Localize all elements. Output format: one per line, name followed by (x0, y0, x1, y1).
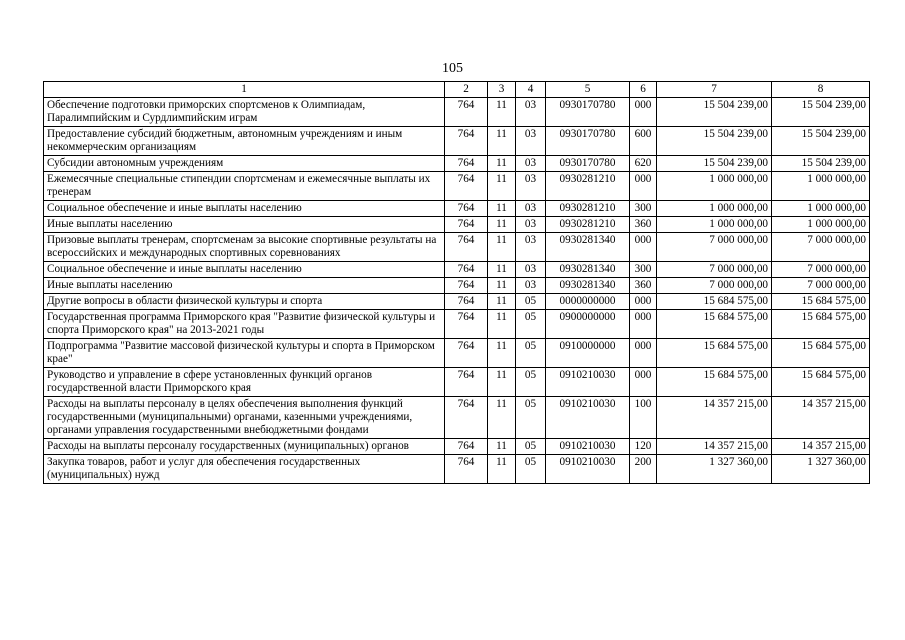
column-header: 4 (516, 82, 546, 98)
table-row (44, 156, 870, 172)
column-header: 2 (445, 82, 488, 98)
row-name-cell: Социальное обеспечение и иные выплаты населению (44, 201, 445, 217)
target-article-cell: 0930281340 (546, 233, 630, 262)
column-header: 1 (44, 82, 445, 98)
target-article-cell: 0930170780 (546, 156, 630, 172)
target-article-cell: 0930281210 (546, 172, 630, 201)
expense-type-cell: 120 (630, 439, 657, 455)
expense-type-cell: 600 (630, 127, 657, 156)
table-row (44, 201, 870, 217)
target-article-cell: 0930170780 (546, 127, 630, 156)
amount-cell: 7 000 000,00 (772, 278, 870, 294)
table-row (44, 294, 870, 310)
row-name-cell: Предоставление субсидий бюджетным, автономным учреждениям и иным некоммерческим организациям (44, 127, 445, 156)
column-header: 7 (657, 82, 772, 98)
amount-cell: 15 504 239,00 (772, 127, 870, 156)
amount-cell: 1 000 000,00 (772, 201, 870, 217)
amount-cell: 14 357 215,00 (657, 439, 772, 455)
expense-type-cell: 000 (630, 339, 657, 368)
page-number: 105 (442, 61, 463, 76)
section-code-cell: 11 (488, 397, 516, 439)
row-name-cell: Призовые выплаты тренерам, спортсменам за высокие спортивные результаты на всероссийских и международных спортивных соревнованиях (44, 233, 445, 262)
row-name-cell: Подпрограмма "Развитие массовой физической культуры и спорта в Приморском крае" (44, 339, 445, 368)
subsection-code-cell: 03 (516, 278, 546, 294)
target-article-cell: 0930281210 (546, 217, 630, 233)
header-row (44, 82, 870, 98)
expense-type-cell: 300 (630, 201, 657, 217)
section-code-cell: 11 (488, 439, 516, 455)
department-code-cell: 764 (445, 98, 488, 127)
column-header: 8 (772, 82, 870, 98)
table-row (44, 217, 870, 233)
department-code-cell: 764 (445, 262, 488, 278)
amount-cell: 1 327 360,00 (772, 455, 870, 484)
target-article-cell: 0900000000 (546, 310, 630, 339)
budget-table (43, 81, 870, 484)
amount-cell: 15 684 575,00 (657, 368, 772, 397)
department-code-cell: 764 (445, 217, 488, 233)
row-name-cell: Иные выплаты населению (44, 278, 445, 294)
expense-type-cell: 000 (630, 172, 657, 201)
amount-cell: 15 504 239,00 (657, 156, 772, 172)
subsection-code-cell: 03 (516, 262, 546, 278)
amount-cell: 1 000 000,00 (657, 172, 772, 201)
section-code-cell: 11 (488, 310, 516, 339)
target-article-cell: 0910210030 (546, 455, 630, 484)
section-code-cell: 11 (488, 201, 516, 217)
column-header: 3 (488, 82, 516, 98)
column-header: 6 (630, 82, 657, 98)
department-code-cell: 764 (445, 439, 488, 455)
table-row (44, 455, 870, 484)
amount-cell: 1 000 000,00 (657, 201, 772, 217)
department-code-cell: 764 (445, 310, 488, 339)
target-article-cell: 0000000000 (546, 294, 630, 310)
subsection-code-cell: 03 (516, 156, 546, 172)
expense-type-cell: 100 (630, 397, 657, 439)
row-name-cell: Расходы на выплаты персоналу в целях обеспечения выполнения функций государственными (муниципальными) органами, казенными учреждениями, органами управления государственными внебюджетными фондами (44, 397, 445, 439)
amount-cell: 15 684 575,00 (657, 310, 772, 339)
amount-cell: 15 684 575,00 (772, 294, 870, 310)
expense-type-cell: 000 (630, 233, 657, 262)
table-row (44, 233, 870, 262)
expense-type-cell: 620 (630, 156, 657, 172)
row-name-cell: Другие вопросы в области физической культуры и спорта (44, 294, 445, 310)
amount-cell: 15 684 575,00 (772, 310, 870, 339)
section-code-cell: 11 (488, 339, 516, 368)
target-article-cell: 0910210030 (546, 368, 630, 397)
section-code-cell: 11 (488, 262, 516, 278)
row-name-cell: Закупка товаров, работ и услуг для обеспечения государственных (муниципальных) нужд (44, 455, 445, 484)
amount-cell: 15 504 239,00 (657, 127, 772, 156)
row-name-cell: Расходы на выплаты персоналу государственных (муниципальных) органов (44, 439, 445, 455)
table-row (44, 172, 870, 201)
row-name-cell: Обеспечение подготовки приморских спортсменов к Олимпиадам, Паралимпийским и Сурдлимпийским играм (44, 98, 445, 127)
department-code-cell: 764 (445, 455, 488, 484)
section-code-cell: 11 (488, 368, 516, 397)
department-code-cell: 764 (445, 294, 488, 310)
amount-cell: 7 000 000,00 (772, 233, 870, 262)
department-code-cell: 764 (445, 156, 488, 172)
table-row (44, 278, 870, 294)
amount-cell: 15 504 239,00 (772, 156, 870, 172)
amount-cell: 15 684 575,00 (772, 368, 870, 397)
amount-cell: 7 000 000,00 (772, 262, 870, 278)
row-name-cell: Руководство и управление в сфере установленных функций органов государственной власти Приморского края (44, 368, 445, 397)
subsection-code-cell: 05 (516, 310, 546, 339)
amount-cell: 14 357 215,00 (772, 439, 870, 455)
table-row (44, 397, 870, 439)
section-code-cell: 11 (488, 233, 516, 262)
section-code-cell: 11 (488, 98, 516, 127)
department-code-cell: 764 (445, 339, 488, 368)
department-code-cell: 764 (445, 397, 488, 439)
table-row (44, 262, 870, 278)
subsection-code-cell: 05 (516, 455, 546, 484)
section-code-cell: 11 (488, 127, 516, 156)
subsection-code-cell: 03 (516, 127, 546, 156)
table-row (44, 439, 870, 455)
target-article-cell: 0910000000 (546, 339, 630, 368)
subsection-code-cell: 05 (516, 397, 546, 439)
expense-type-cell: 200 (630, 455, 657, 484)
expense-type-cell: 000 (630, 368, 657, 397)
subsection-code-cell: 03 (516, 201, 546, 217)
amount-cell: 14 357 215,00 (772, 397, 870, 439)
row-name-cell: Субсидии автономным учреждениям (44, 156, 445, 172)
amount-cell: 1 000 000,00 (772, 217, 870, 233)
table-row (44, 368, 870, 397)
department-code-cell: 764 (445, 278, 488, 294)
target-article-cell: 0910210030 (546, 439, 630, 455)
amount-cell: 1 327 360,00 (657, 455, 772, 484)
column-header: 5 (546, 82, 630, 98)
amount-cell: 14 357 215,00 (657, 397, 772, 439)
section-code-cell: 11 (488, 294, 516, 310)
subsection-code-cell: 05 (516, 339, 546, 368)
row-name-cell: Государственная программа Приморского края "Развитие физической культуры и спорта Приморского края" на 2013-2021 годы (44, 310, 445, 339)
table-row (44, 127, 870, 156)
subsection-code-cell: 03 (516, 233, 546, 262)
target-article-cell: 0930170780 (546, 98, 630, 127)
department-code-cell: 764 (445, 201, 488, 217)
table-row (44, 98, 870, 127)
row-name-cell: Ежемесячные специальные стипендии спортсменам и ежемесячные выплаты их тренерам (44, 172, 445, 201)
section-code-cell: 11 (488, 278, 516, 294)
amount-cell: 7 000 000,00 (657, 233, 772, 262)
subsection-code-cell: 03 (516, 172, 546, 201)
table-row (44, 339, 870, 368)
subsection-code-cell: 03 (516, 217, 546, 233)
department-code-cell: 764 (445, 233, 488, 262)
section-code-cell: 11 (488, 172, 516, 201)
amount-cell: 15 684 575,00 (772, 339, 870, 368)
target-article-cell: 0930281210 (546, 201, 630, 217)
department-code-cell: 764 (445, 127, 488, 156)
expense-type-cell: 000 (630, 310, 657, 339)
expense-type-cell: 360 (630, 278, 657, 294)
expense-type-cell: 000 (630, 294, 657, 310)
subsection-code-cell: 05 (516, 368, 546, 397)
section-code-cell: 11 (488, 156, 516, 172)
subsection-code-cell: 03 (516, 98, 546, 127)
table-row (44, 310, 870, 339)
amount-cell: 7 000 000,00 (657, 262, 772, 278)
amount-cell: 15 504 239,00 (657, 98, 772, 127)
amount-cell: 15 684 575,00 (657, 339, 772, 368)
section-code-cell: 11 (488, 455, 516, 484)
subsection-code-cell: 05 (516, 294, 546, 310)
row-name-cell: Иные выплаты населению (44, 217, 445, 233)
expense-type-cell: 300 (630, 262, 657, 278)
amount-cell: 15 684 575,00 (657, 294, 772, 310)
target-article-cell: 0930281340 (546, 262, 630, 278)
section-code-cell: 11 (488, 217, 516, 233)
target-article-cell: 0910210030 (546, 397, 630, 439)
expense-type-cell: 360 (630, 217, 657, 233)
amount-cell: 7 000 000,00 (657, 278, 772, 294)
row-name-cell: Социальное обеспечение и иные выплаты населению (44, 262, 445, 278)
amount-cell: 15 504 239,00 (772, 98, 870, 127)
expense-type-cell: 000 (630, 98, 657, 127)
subsection-code-cell: 05 (516, 439, 546, 455)
amount-cell: 1 000 000,00 (772, 172, 870, 201)
table-body (44, 98, 870, 484)
target-article-cell: 0930281340 (546, 278, 630, 294)
department-code-cell: 764 (445, 368, 488, 397)
amount-cell: 1 000 000,00 (657, 217, 772, 233)
department-code-cell: 764 (445, 172, 488, 201)
